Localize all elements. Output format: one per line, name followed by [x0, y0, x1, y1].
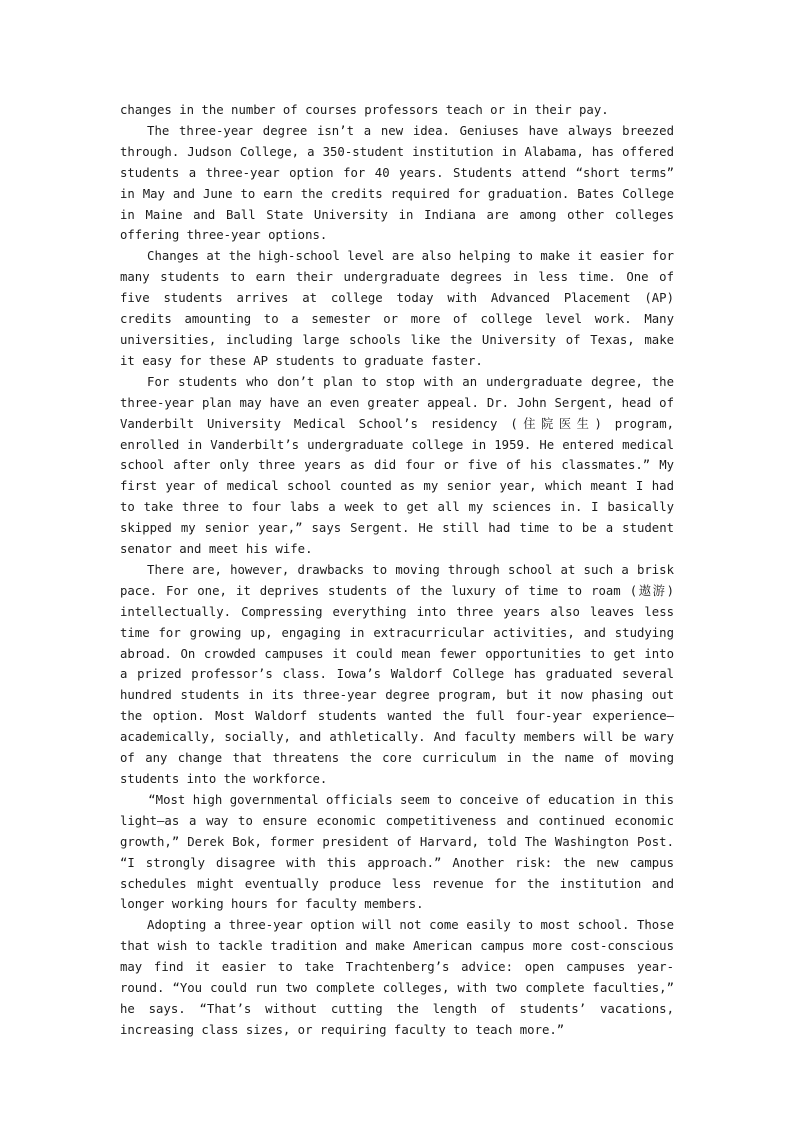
paragraph-trachtenberg-advice: Adopting a three-year option will not come easily to most school. Those that wish to tackle tradition and make American campus more cost-conscious may find it easier to take Trachtenberg’s advice: open campuses year-round. “You could run two complete colleges, with two complete faculties,” he says. “That’s without cutting the length of students’ vacations, increasing class sizes, or requiring faculty to teach more.”: [120, 918, 674, 1037]
paragraph-high-school-changes: Changes at the high-school level are also helping to make it easier for many students to earn their undergraduate degrees in less time. One of five students arrives at college today with Advanced Placement (AP) credits amounting to a semester or more of college level work. Many universities, including large schools like the University of Texas, make it easy for these AP students to graduate faster.: [120, 249, 674, 368]
paragraph-three-year-history: The three-year degree isn’t a new idea. Geniuses have always breezed through. Judson College, a 350-student institution in Alabama, has offered students a three-year option for 40 years. Students attend “short terms” in May and June to earn the credits required for graduation. Bates College in Maine and Ball State University in Indiana are among other colleges offering three-year options.: [120, 123, 674, 243]
paragraph-continuation: changes in the number of courses professors teach or in their pay.: [120, 103, 609, 117]
document-body: [120, 100, 674, 1041]
paragraph-sergent-example: For students who don’t plan to stop with an undergraduate degree, the three-year plan may have an even greater appeal. Dr. John Sergent, head of Vanderbilt University Medical School’s residency (住院医生) program, enrolled in Vanderbilt’s undergraduate college in 1959. He entered medical school after only three years as did four or five of his classmates.” My first year of medical school counted as my senior year, which meant I had to take three to four labs a week to get all my sciences in. I basically skipped my senior year,” says Sergent. He still had time to be a student senator and meet his wife.: [120, 374, 674, 557]
paragraph-drawbacks: There are, however, drawbacks to moving through school at such a brisk pace. For one, it deprives students of the luxury of time to roam (遨游) intellectually. Compressing everything into three years also leaves less time for growing up, engaging in extracurricular activities, and studying abroad. On crowded campuses it could mean fewer opportunities to get into a prized professor’s class. Iowa’s Waldorf College has graduated several hundred students in its three-year degree program, but it now phasing out the option. Most Waldorf students wanted the full four-year experience—academically, socially, and athletically. And faculty members will be wary of any change that threatens the core curriculum in the name of moving students into the workforce.: [120, 562, 674, 786]
paragraph-bok-quote: “Most high governmental officials seem to conceive of education in this light—as a way to ensure economic competitiveness and continued economic growth,” Derek Bok, former president of Harvard, told The Washington Post. “I strongly disagree with this approach.” Another risk: the new campus schedules might eventually produce less revenue for the institution and longer working hours for faculty members.: [120, 792, 674, 912]
